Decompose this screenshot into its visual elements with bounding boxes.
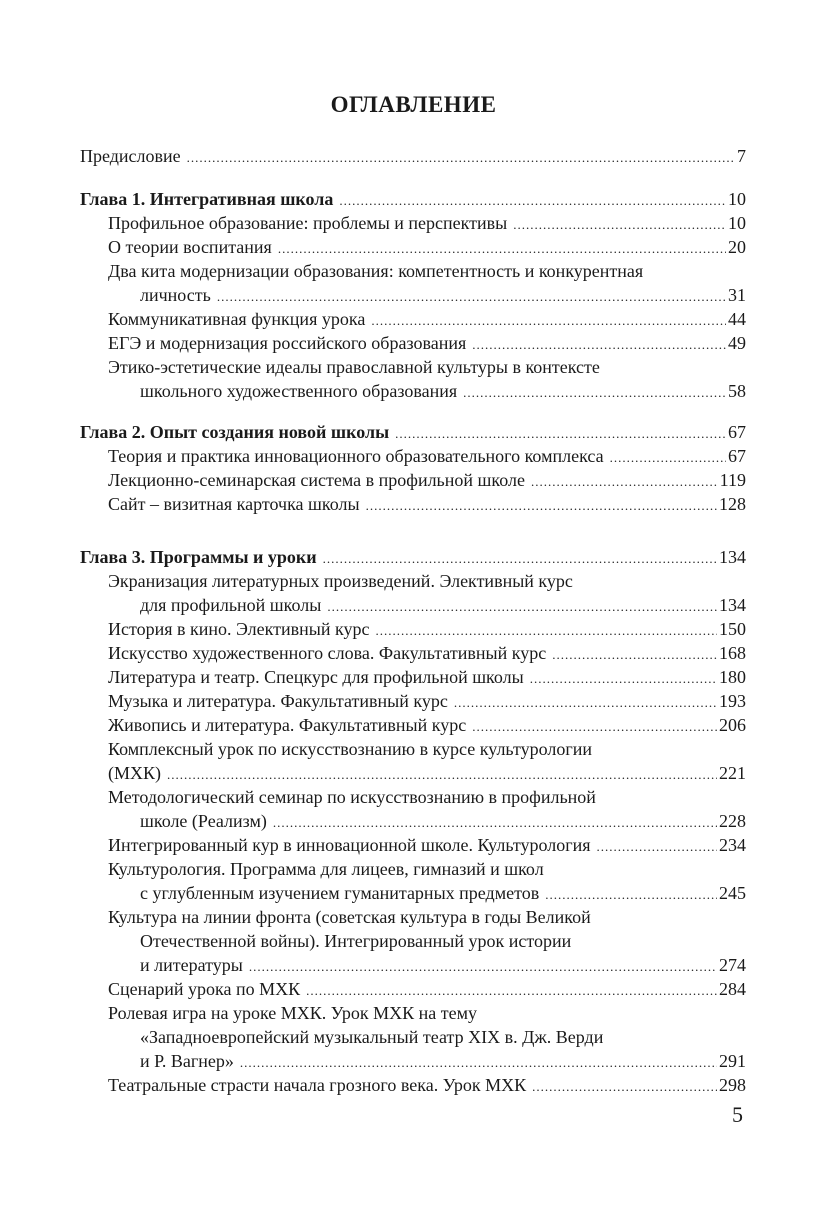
toc-entry-page: 274 (719, 955, 746, 975)
page-number: 5 (732, 1102, 743, 1127)
toc-entry[interactable] (80, 283, 746, 307)
toc-entry[interactable] (80, 307, 746, 331)
dot-leader (463, 381, 726, 403)
toc-entry[interactable] (80, 444, 746, 468)
toc-entry-label: Лекционно-семинарская система в профильной школе (108, 470, 525, 490)
toc-chapter-3[interactable] (80, 545, 746, 569)
toc-entry[interactable] (80, 331, 746, 355)
dot-leader (472, 715, 717, 737)
toc-entry-page: 10 (728, 213, 746, 233)
toc-entry[interactable] (80, 235, 746, 259)
toc-entry-page: 119 (719, 470, 746, 490)
dot-leader (249, 955, 717, 977)
toc-entry-label: и литературы (140, 955, 243, 975)
toc-entry-line[interactable] (80, 569, 746, 593)
toc-entry-page: 10 (728, 189, 746, 209)
toc-entry-page: 228 (719, 811, 746, 831)
toc-entry-line[interactable] (80, 259, 746, 283)
toc-entry-page: 7 (737, 146, 746, 166)
toc-entry-label: Комплексный урок по искусствознанию в курсе культурологии (108, 739, 592, 759)
toc-entry-page: 245 (719, 883, 746, 903)
toc-entry[interactable] (80, 468, 746, 492)
toc-entry-label: Методологический семинар по искусствознанию в профильной (108, 787, 596, 807)
table-of-contents (80, 144, 746, 1097)
toc-entry-label: Культура на линии фронта (советская культура в годы Великой (108, 907, 591, 927)
dot-leader (371, 309, 726, 331)
toc-entry-label: Литература и театр. Спецкурс для профильной школы (108, 667, 524, 687)
toc-entry-page: 206 (719, 715, 746, 735)
toc-entry-page: 284 (719, 979, 746, 999)
toc-entry[interactable] (80, 1049, 746, 1073)
toc-entry[interactable] (80, 593, 746, 617)
toc-entry[interactable] (80, 1073, 746, 1097)
toc-entry-label: О теории воспитания (108, 237, 272, 257)
toc-entry-label: Искусство художественного слова. Факультативный курс (108, 643, 547, 663)
dot-leader (597, 835, 717, 857)
toc-entry-page: 180 (719, 667, 746, 687)
toc-entry-label: школьного художественного образования (140, 381, 458, 401)
toc-entry-page: 291 (719, 1051, 746, 1071)
toc-entry-line[interactable] (80, 857, 746, 881)
dot-leader (530, 667, 717, 689)
toc-entry[interactable] (80, 689, 746, 713)
toc-entry-page: 49 (728, 333, 746, 353)
toc-entry-page: 20 (728, 237, 746, 257)
dot-leader (532, 1075, 717, 1097)
toc-entry-page: 31 (728, 285, 746, 305)
dot-leader (339, 189, 726, 211)
toc-entry[interactable] (80, 617, 746, 641)
dot-leader (273, 811, 717, 833)
toc-entry-label: школе (Реализм) (140, 811, 267, 831)
chapter-heading: Глава 1. Интегративная школа (80, 189, 334, 209)
dot-leader (306, 979, 717, 1001)
toc-entry-label: Экранизация литературных произведений. Элективный курс (108, 571, 573, 591)
toc-entry-page: 298 (719, 1075, 746, 1095)
toc-entry[interactable] (80, 761, 746, 785)
dot-leader (366, 494, 717, 516)
dot-leader (545, 883, 717, 905)
toc-entry-label: История в кино. Элективный курс (108, 619, 370, 639)
toc-entry-label: Интегрированный кур в инновационной школе. Культурология (108, 835, 591, 855)
dot-leader (327, 595, 717, 617)
toc-chapter-1[interactable] (80, 187, 746, 211)
toc-entry-label: и Р. Вагнер» (140, 1051, 234, 1071)
toc-entry-label: личность (140, 285, 211, 305)
toc-entry-label: Коммуникативная функция урока (108, 309, 366, 329)
toc-entry-line[interactable] (80, 785, 746, 809)
toc-entry[interactable] (80, 977, 746, 1001)
toc-entry[interactable] (80, 953, 746, 977)
toc-entry[interactable] (80, 833, 746, 857)
dot-leader (610, 446, 726, 468)
dot-leader (278, 237, 726, 259)
dot-leader (513, 213, 726, 235)
toc-entry-line[interactable] (80, 355, 746, 379)
toc-entry-label: Этико-эстетические идеалы православной культуры в контексте (108, 357, 600, 377)
dot-leader (376, 619, 717, 641)
toc-chapter-2[interactable] (80, 420, 746, 444)
toc-entry-line[interactable] (80, 1001, 746, 1025)
dot-leader (531, 470, 718, 492)
toc-entry-page: 134 (719, 547, 746, 567)
toc-entry[interactable] (80, 211, 746, 235)
toc-entry-page: 67 (728, 422, 746, 442)
toc-entry-page: 150 (719, 619, 746, 639)
toc-entry-line[interactable] (80, 1025, 746, 1049)
toc-entry[interactable] (80, 492, 746, 516)
toc-entry-label: «Западноевропейский музыкальный театр XIX в. Дж. Верди (140, 1027, 604, 1047)
chapter-heading: Глава 2. Опыт создания новой школы (80, 422, 390, 442)
toc-entry-label: Отечественной войны). Интегрированный урок истории (140, 931, 572, 951)
toc-entry-label: с углубленным изучением гуманитарных предметов (140, 883, 540, 903)
toc-entry-line[interactable] (80, 737, 746, 761)
toc-entry-page: 67 (728, 446, 746, 466)
toc-entry[interactable] (80, 665, 746, 689)
page-title: ОГЛАВЛЕНИЕ (330, 92, 497, 117)
toc-entry[interactable] (80, 379, 746, 403)
toc-entry-page: 128 (719, 494, 746, 514)
toc-entry-page: 134 (719, 595, 746, 615)
dot-leader (240, 1051, 717, 1073)
toc-entry-label: ЕГЭ и модернизация российского образования (108, 333, 467, 353)
toc-entry-label: Сайт – визитная карточка школы (108, 494, 360, 514)
toc-entry-page: 58 (728, 381, 746, 401)
toc-entry-label: Два кита модернизации образования: компетентность и конкурентная (108, 261, 644, 281)
toc-entry-page: 221 (719, 763, 746, 783)
dot-leader (187, 146, 735, 168)
dot-leader (395, 422, 726, 444)
dot-leader (454, 691, 717, 713)
toc-entry[interactable] (80, 881, 746, 905)
toc-entry-label: Сценарий урока по МХК (108, 979, 301, 999)
toc-entry-label: Живопись и литература. Факультативный курс (108, 715, 467, 735)
toc-entry[interactable] (80, 713, 746, 737)
dot-leader (167, 763, 717, 785)
toc-entry[interactable] (80, 809, 746, 833)
toc-entry-page: 234 (719, 835, 746, 855)
toc-entry-label: Культурология. Программа для лицеев, гимназий и школ (108, 859, 544, 879)
toc-entry-label: Теория и практика инновационного образовательного комплекса (108, 446, 604, 466)
toc-entry[interactable] (80, 641, 746, 665)
toc-entry-line[interactable] (80, 905, 746, 929)
dot-leader (217, 285, 726, 307)
toc-entry-page: 44 (728, 309, 746, 329)
toc-entry-label: для профильной школы (140, 595, 322, 615)
toc-entry-label: Предисловие (80, 146, 181, 166)
toc-entry-label: (МХК) (108, 763, 161, 783)
toc-entry-line[interactable] (80, 929, 746, 953)
dot-leader (552, 643, 717, 665)
toc-entry-label: Музыка и литература. Факультативный курс (108, 691, 448, 711)
toc-entry-page: 193 (719, 691, 746, 711)
dot-leader (323, 547, 717, 569)
toc-entry-label: Театральные страсти начала грозного века. Урок МХК (108, 1075, 527, 1095)
toc-entry-preface[interactable] (80, 144, 746, 168)
toc-entry-label: Профильное образование: проблемы и перспективы (108, 213, 508, 233)
toc-entry-label: Ролевая игра на уроке МХК. Урок МХК на тему (108, 1003, 478, 1023)
chapter-heading: Глава 3. Программы и уроки (80, 547, 317, 567)
toc-entry-page: 168 (719, 643, 746, 663)
dot-leader (472, 333, 726, 355)
